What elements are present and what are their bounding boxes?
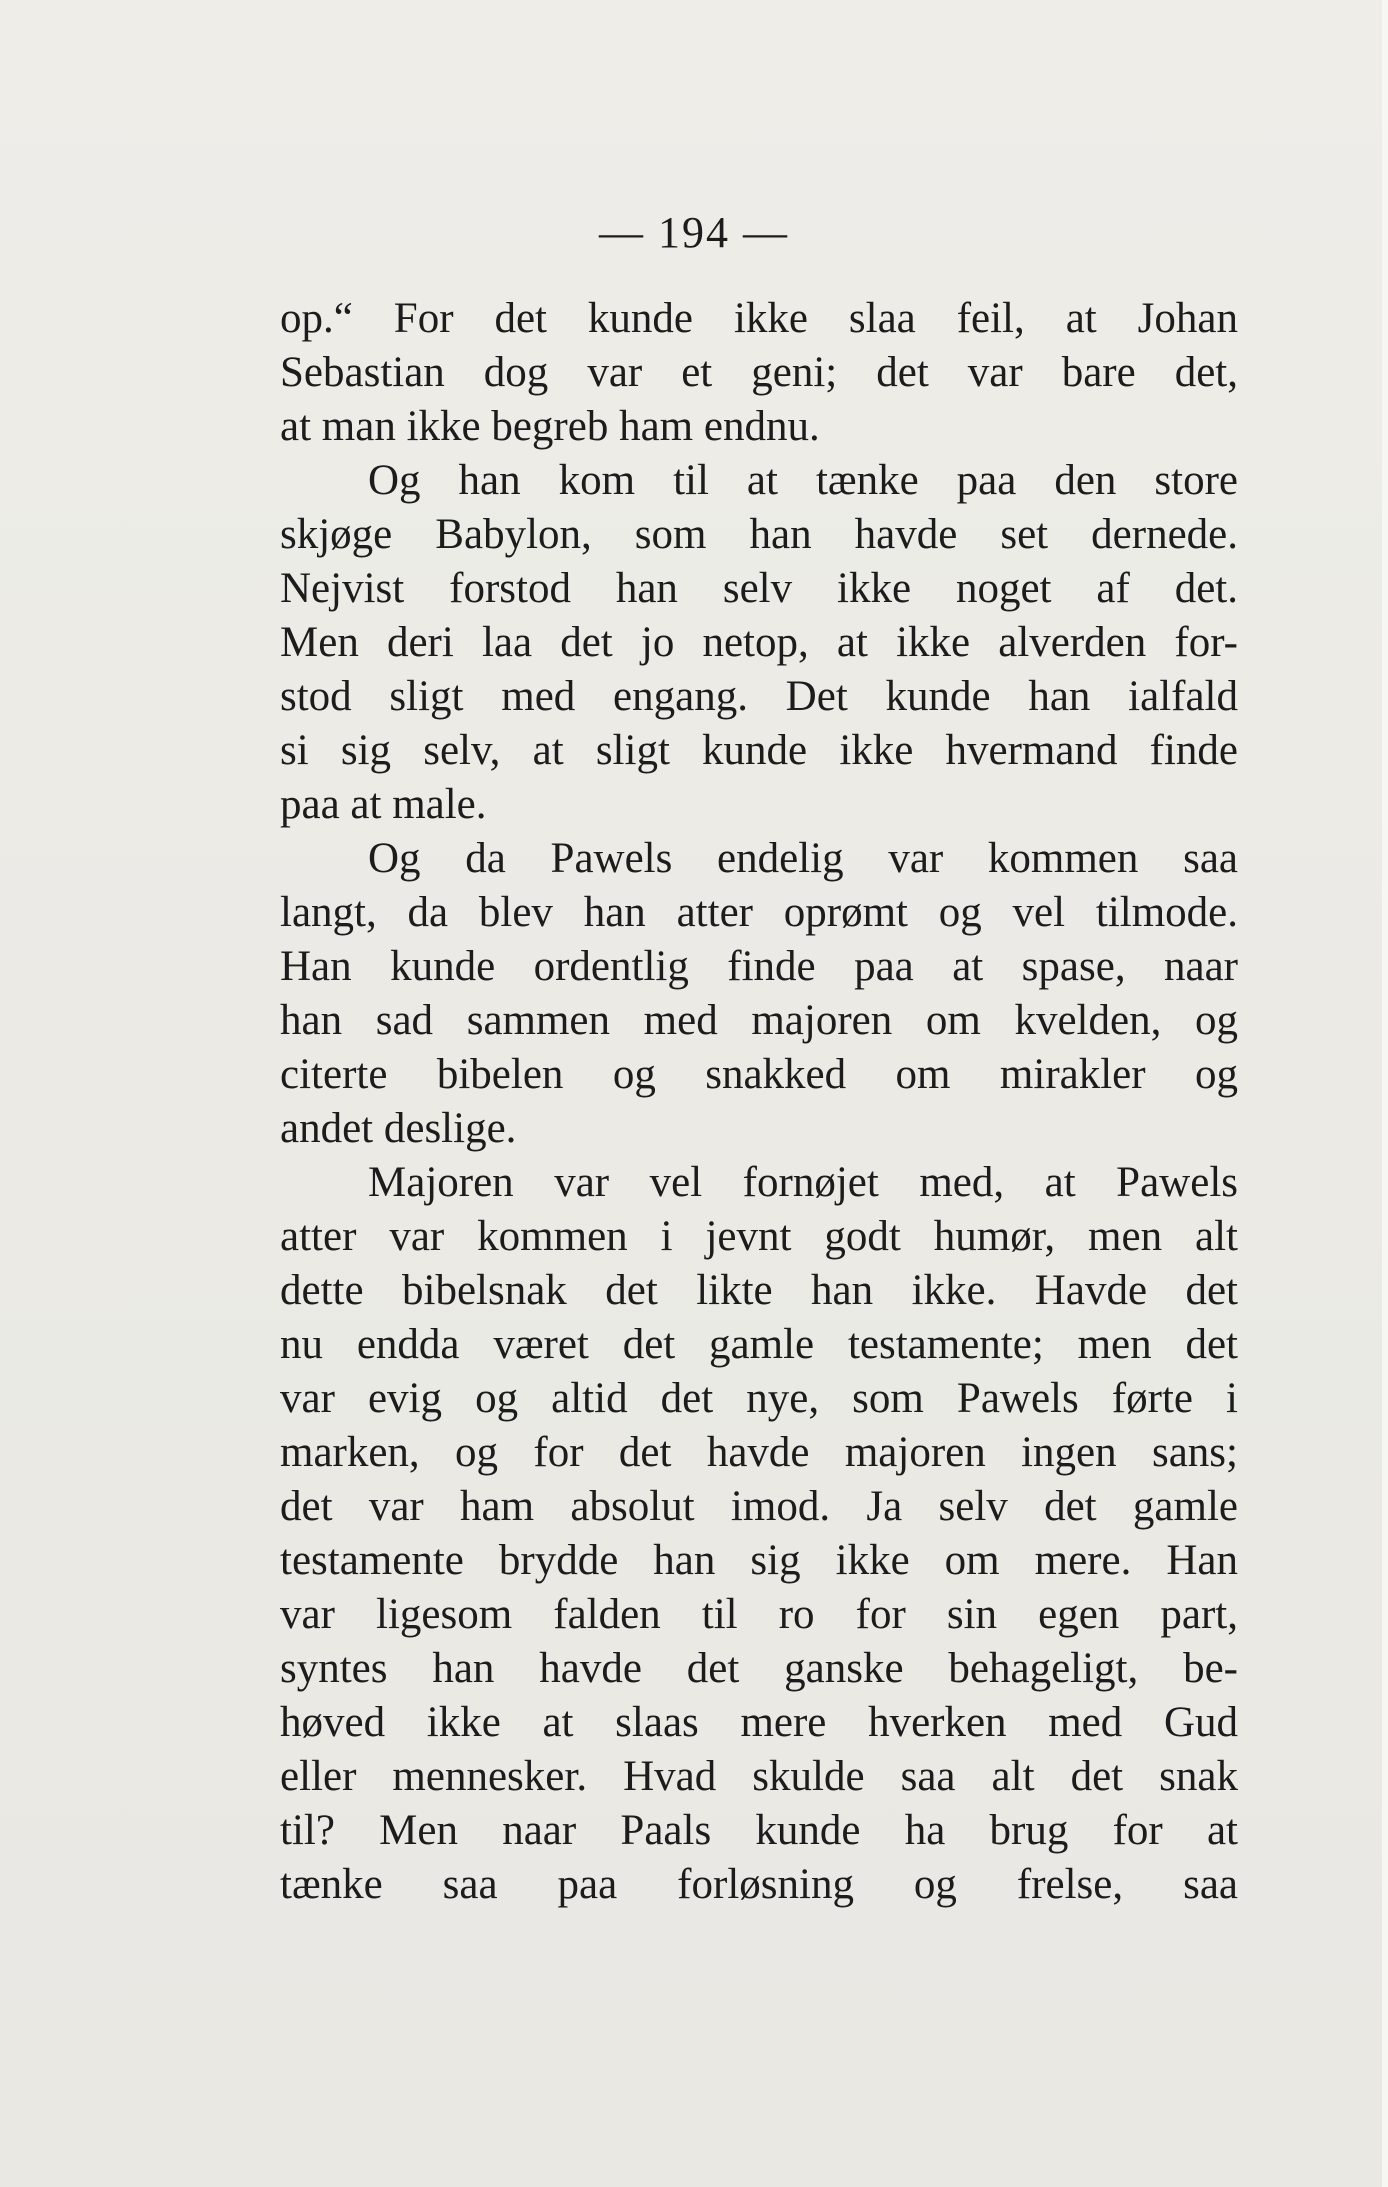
text-line: Han kunde ordentlig finde paa at spase, naar bbox=[280, 943, 1238, 990]
text-line: han sad sammen med majoren om kvelden, og bbox=[280, 997, 1238, 1044]
text-line: Og han kom til at tænke paa den store bbox=[368, 457, 1238, 504]
text-line: Sebastian dog var et geni; det var bare det, bbox=[280, 349, 1238, 396]
text-line: var evig og altid det nye, som Pawels førte i bbox=[280, 1375, 1238, 1422]
text-line: paa at male. bbox=[280, 781, 487, 828]
page-number: — 194 — bbox=[599, 208, 789, 257]
text-line: til? Men naar Paals kunde ha brug for at bbox=[280, 1807, 1238, 1854]
page-edge bbox=[1382, 0, 1388, 2187]
text-line: eller mennesker. Hvad skulde saa alt det snak bbox=[280, 1753, 1238, 1800]
text-line: op.“ For det kunde ikke slaa feil, at Johan bbox=[280, 295, 1238, 342]
text-line: skjøge Babylon, som han havde set dernede. bbox=[280, 511, 1238, 558]
text-line: Majoren var vel fornøjet med, at Pawels bbox=[368, 1159, 1238, 1206]
text-line: Og da Pawels endelig var kommen saa bbox=[368, 835, 1238, 882]
text-line: langt, da blev han atter oprømt og vel tilmode. bbox=[280, 889, 1238, 936]
text-line: nu endda været det gamle testamente; men det bbox=[280, 1321, 1238, 1368]
text-line: andet deslige. bbox=[280, 1105, 517, 1152]
text-line: citerte bibelen og snakked om mirakler og bbox=[280, 1051, 1238, 1098]
text-line: syntes han havde det ganske behageligt, be- bbox=[280, 1645, 1238, 1692]
text-line: Nejvist forstod han selv ikke noget af det. bbox=[280, 565, 1238, 612]
text-line: atter var kommen i jevnt godt humør, men alt bbox=[280, 1213, 1238, 1260]
text-line: stod sligt med engang. Det kunde han ialfald bbox=[280, 673, 1238, 720]
text-line: si sig selv, at sligt kunde ikke hvermand finde bbox=[280, 727, 1238, 774]
text-line: høved ikke at slaas mere hverken med Gud bbox=[280, 1699, 1238, 1746]
text-line: tænke saa paa forløsning og frelse, saa bbox=[280, 1861, 1238, 1908]
text-line: det var ham absolut imod. Ja selv det gamle bbox=[280, 1483, 1238, 1530]
text-line: dette bibelsnak det likte han ikke. Havde det bbox=[280, 1267, 1238, 1314]
text-line: at man ikke begreb ham endnu. bbox=[280, 403, 820, 450]
text-line: testamente brydde han sig ikke om mere. Han bbox=[280, 1537, 1238, 1584]
text-line: var ligesom falden til ro for sin egen part, bbox=[280, 1591, 1238, 1638]
text-line: marken, og for det havde majoren ingen sans; bbox=[280, 1429, 1238, 1476]
text-line: Men deri laa det jo netop, at ikke alverden for- bbox=[280, 619, 1238, 666]
